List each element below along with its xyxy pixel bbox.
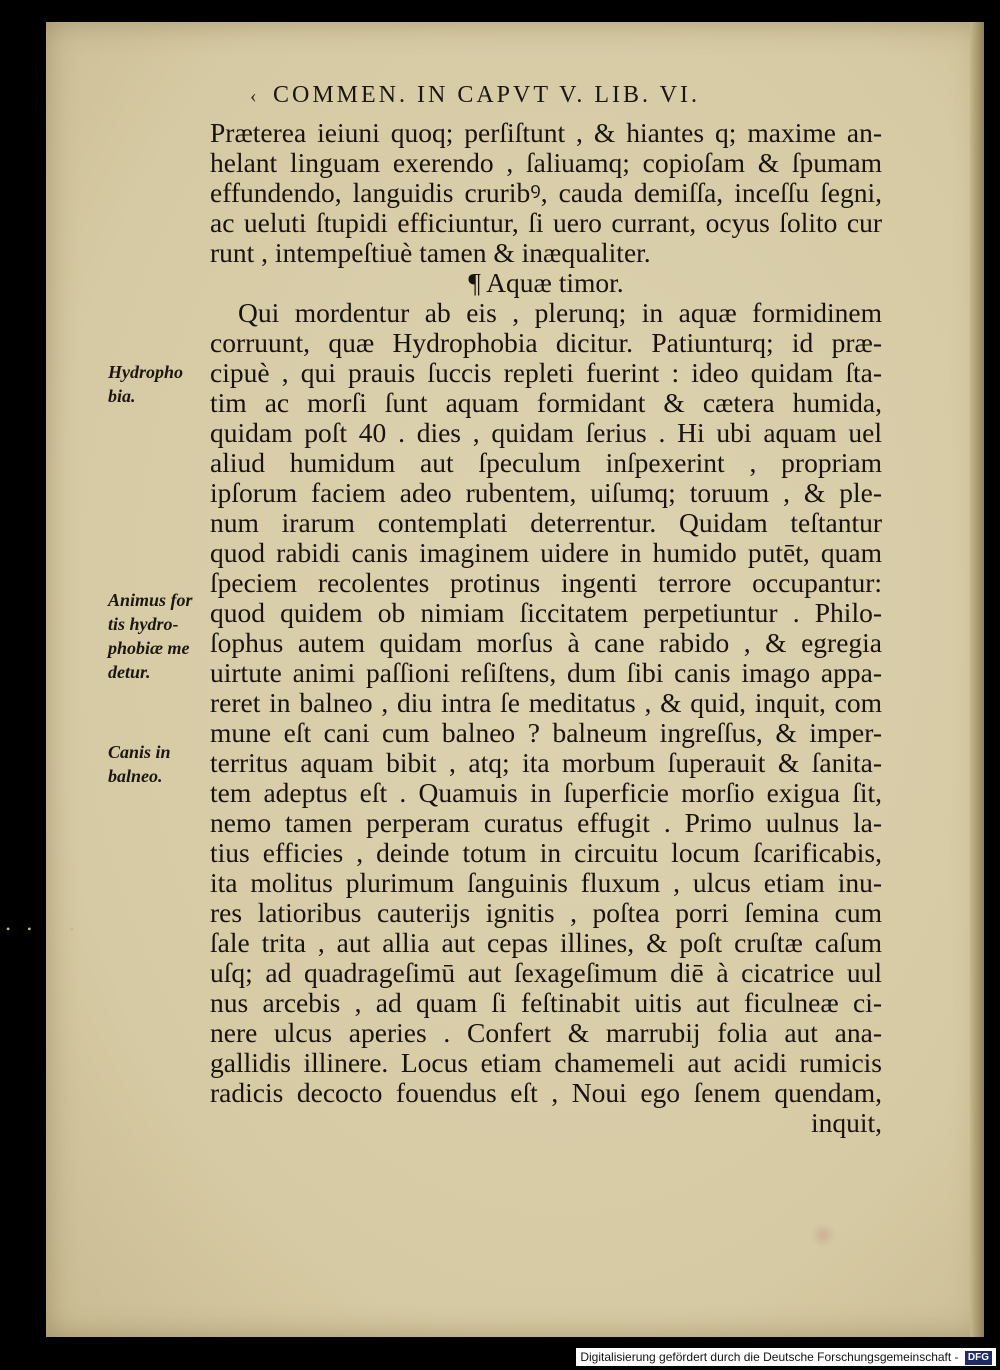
header-title: COMMEN. IN CAPVT V. LIB. VI. <box>273 82 700 108</box>
page-stain <box>810 1222 836 1248</box>
body-text <box>210 118 882 1138</box>
margin-note-line: Canis in <box>108 742 171 762</box>
text-line: gallidis illinere. Locus etiam chamemeli aut acidi rumicis <box>210 1048 882 1078</box>
text-line: radicis decocto fouendus eſt , Noui ego ſenem quendam, <box>210 1078 882 1108</box>
running-header <box>250 82 870 109</box>
margin-note-line: bia. <box>108 386 136 406</box>
dfg-logo: DFG <box>965 1351 992 1365</box>
text-line: ac ueluti ſtupidi efficiuntur, ſi uero currant, ocyus ſolito cur <box>210 208 882 238</box>
text-line: nere ulcus aperies . Confert & marrubij folia aut ana- <box>210 1018 882 1048</box>
text-line: uirtute animi paſſioni reſiſtens, dum ſibi canis imago appa- <box>210 658 882 688</box>
binding-holes: • • • • <box>6 922 81 936</box>
margin-note-hydrophobia <box>108 360 204 408</box>
text-line: ſale trita , aut allia aut cepas illines, & poſt cruſtæ caſum <box>210 928 882 958</box>
text-line: ſpeciem recolentes protinus ingenti terrore occupantur: <box>210 568 882 598</box>
text-line: helant linguam exerendo , ſaliuamq; copioſam & ſpumam <box>210 148 882 178</box>
text-line: num irarum contemplati deterrentur. Quidam teſtantur <box>210 508 882 538</box>
header-mark: ‹ <box>250 85 260 107</box>
text-line: corruunt, quæ Hydrophobia dicitur. Patiunturq; id præ- <box>210 328 882 358</box>
text-line: cipuè , qui prauis ſuccis repleti fuerint : ideo quidam ſta- <box>210 358 882 388</box>
funding-footer <box>576 1348 996 1366</box>
margin-note-line: balneo. <box>108 766 163 786</box>
margin-note-line: phobiæ me <box>108 638 190 658</box>
text-line: tem adeptus eſt . Quamuis in ſuperficie morſio exigua ſit, <box>210 778 882 808</box>
margin-note-line: Hydropho <box>108 362 184 382</box>
margin-note-canis <box>108 740 204 788</box>
margin-note-animus <box>108 588 204 684</box>
text-line: res latioribus cauterijs ignitis , poſtea porri ſemina cum <box>210 898 882 928</box>
margin-note-line: detur. <box>108 662 151 682</box>
text-line: quidam poſt 40 . dies , quidam ſerius . Hi ubi aquam uel <box>210 418 882 448</box>
text-line: Præterea ieiuni quoq; perſiſtunt , & hiantes q; maxime an- <box>210 118 882 148</box>
text-line: runt , intempeſtiuè tamen & inæqualiter. <box>210 238 651 268</box>
text-line: ſophus autem quidam morſus à cane rabido , & egregia <box>210 628 882 658</box>
section-heading: ¶ Aquæ timor. <box>468 268 624 298</box>
text-line: ita molitus plurimum ſanguinis fluxum , ulcus etiam inu- <box>210 868 882 898</box>
text-line: mune eſt cani cum balneo ? balneum ingreſſus, & imper- <box>210 718 882 748</box>
text-line: tim ac morſi ſunt aquam formidant & cætera humida, <box>210 388 882 418</box>
text-line: uſq; ad quadrageſimū aut ſexageſimum diē à cicatrice uul <box>210 958 882 988</box>
text-line: territus aquam bibit , atq; ita morbum ſuperauit & ſanita- <box>210 748 882 778</box>
margin-note-line: Animus for <box>108 590 193 610</box>
text-line: quod rabidi canis imaginem uidere in humido putēt, quam <box>210 538 882 568</box>
text-line: tius efficies , deinde totum in circuitu locum ſcarificabis, <box>210 838 882 868</box>
footer-text: Digitalisierung gefördert durch die Deutsche Forschungsgemeinschaft - <box>580 1350 959 1364</box>
margin-note-line: tis hydro- <box>108 614 179 634</box>
catchword: inquit, <box>810 1108 882 1138</box>
page-edge <box>970 22 984 1337</box>
text-line: ipſorum faciem adeo rubentem, uiſumq; toruum , & ple- <box>210 478 882 508</box>
text-line: nemo tamen perperam curatus effugit . Primo uulnus la- <box>210 808 882 838</box>
text-line: aliud humidum aut ſpeculum inſpexerint , propriam <box>210 448 882 478</box>
text-line: Qui mordentur ab eis , plerunq; in aquæ formidinem <box>238 298 882 328</box>
text-line: reret in balneo , diu intra ſe meditatus , & quid, inquit, com <box>210 688 882 718</box>
text-line: quod quidem ob nimiam ſiccitatem perpetiuntur . Philo- <box>210 598 882 628</box>
text-line: nus arcebis , ad quam ſi feſtinabit uitis aut ficulneæ ci- <box>210 988 882 1018</box>
text-line: effundendo, languidis cruribꝰ, cauda demiſſa, inceſſu ſegni, <box>210 178 882 208</box>
